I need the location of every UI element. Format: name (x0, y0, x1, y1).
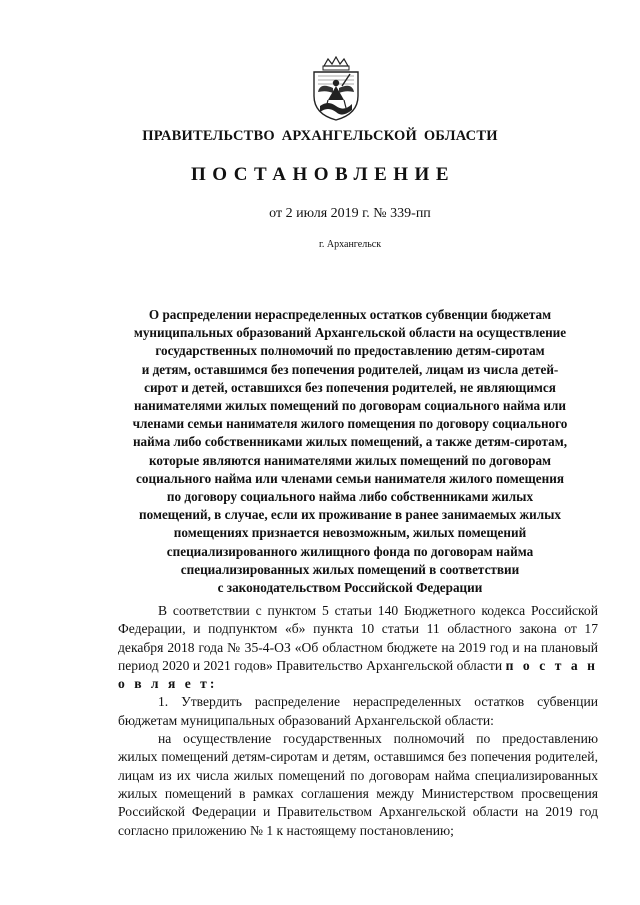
title-line: специализированных жилых помещений в соответствии (180, 561, 520, 577)
document-date-number: от 2 июля 2019 г. № 339-пп (269, 206, 431, 221)
title-line: государственных полномочий по предоставлению детям-сиротам (155, 343, 545, 359)
organization-name: ПРАВИТЕЛЬСТВО АРХАНГЕЛЬСКОЙ ОБЛАСТИ (142, 128, 498, 144)
title-line: муниципальных образований Архангельской области на осуществление (133, 325, 567, 341)
title-line: по договору социального найма либо собственниками жилых (166, 489, 534, 505)
title-line: которые являются нанимателями жилых помещений по договорам (148, 452, 552, 468)
decree-colon: : (209, 676, 218, 692)
title-line: помещений, в случае, если их проживание в ранее занимаемых жилых (139, 507, 561, 523)
item-1-subparagraph: на осуществление государственных полномочий по предоставлению жилых помещений детям-сиротам и детям, оставшимся без попечения родителей, лицам из их числа жилых помещений по договорам найма специализированных жилых помещений в рамках соглашения между Министерством просвещения Российской Федерации и Правительством Архангельской области на 2019 год согласно приложению № 1 к настоящему постановлению; (118, 731, 598, 838)
title-line: сирот и детей, оставшихся без попечения родителей, не являющимся (144, 379, 556, 395)
document-body (118, 602, 598, 840)
item-1-paragraph: 1. Утвердить распределение нераспределенных остатков субвенции бюджетам муниципальных образований Архангельской области: (118, 694, 598, 728)
title-line: и детям, оставшимся без попечения родителей, лицам из числа детей- (141, 361, 559, 377)
title-line: с законодательством Российской Федерации (217, 580, 483, 596)
title-line: социального найма или членами семьи нанимателя жилого помещения (136, 470, 564, 486)
title-line: помещениях признается невозможным, жилых помещений (173, 525, 527, 541)
title-line: специализированного жилищного фонда по договорам найма (166, 543, 534, 559)
document-city: г. Архангельск (318, 239, 382, 250)
decree-word: п о с т а н о в л я е т (118, 657, 598, 692)
title-line: членами семьи нанимателя жилого помещения по договору социального (132, 416, 568, 432)
title-line: О распределении нераспределенных остатков субвенции бюджетам (148, 307, 552, 322)
title-line: найма либо собственниками жилых помещений, а также детям-сиротам, (132, 434, 568, 450)
document-type: ПОСТАНОВЛЕНИЕ (190, 164, 456, 185)
preamble-text: В соответствии с пунктом 5 статьи 140 Бюджетного кодекса Российской Федерации, и подпунктом «б» пункта 10 статьи 11 областного закона от 17 декабря 2018 года № 35-4-ОЗ «Об областном бюджете на 2019 год и на плановый период 2020 и 2021 годов» Правительство Архангельской области (118, 603, 598, 673)
document-title (90, 306, 610, 597)
title-line: нанимателями жилых помещений по договорам социального найма или (133, 398, 567, 414)
preamble-paragraph (118, 602, 598, 693)
arkhangelsk-region-coat-of-arms-icon (306, 56, 366, 122)
